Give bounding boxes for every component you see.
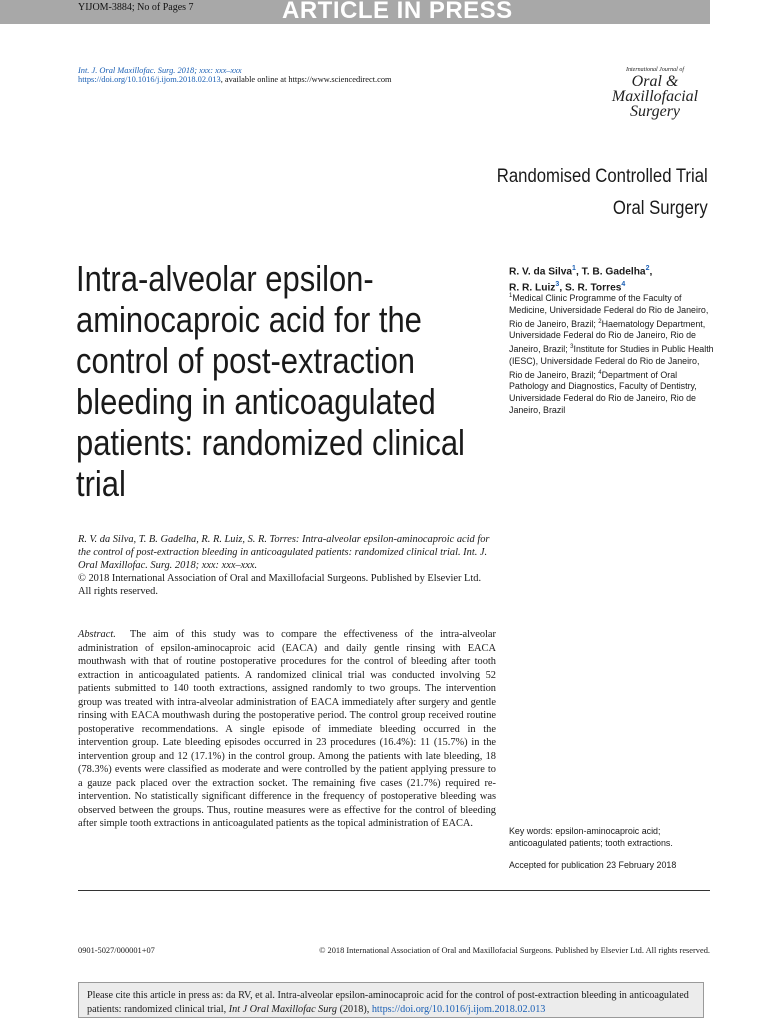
title-line: control of post-extraction bbox=[76, 340, 416, 381]
affiliation: Department of Oral Pathology and Diagnostics, Faculty of Dentistry, Universidade Federal do Rio de Janeiro, Rio de Janeiro, Brazil bbox=[509, 369, 697, 416]
citation-copyright: © 2018 International Association of Oral and Maxillofacial Surgeons. Published by Elsevier Ltd. All rights reserved. bbox=[78, 573, 482, 597]
cite-box-doi-link[interactable]: https://doi.org/10.1016/j.ijom.2018.02.013 bbox=[371, 1003, 546, 1015]
title-line: Intra-alveolar epsilon- bbox=[76, 258, 374, 299]
accepted-date: Accepted for publication 23 February 2018 bbox=[509, 860, 677, 870]
title-line: aminocaproic acid for the bbox=[76, 299, 422, 340]
journal-citation: Int. J. Oral Maxillofac. Surg. 2018; xxx: xxx–xxx bbox=[78, 66, 242, 75]
article-type: Randomised Controlled Trial bbox=[497, 166, 708, 187]
doi-line bbox=[78, 75, 392, 85]
journal-logo bbox=[600, 66, 710, 119]
affiliation-marker: 3 bbox=[570, 344, 574, 351]
keywords: Key words: epsilon-aminocaproic acid; anticoagulated patients; tooth extractions. bbox=[509, 826, 673, 848]
citation-block bbox=[78, 533, 496, 598]
affiliation-marker: 4 bbox=[598, 369, 602, 376]
footer-copyright: © 2018 International Association of Oral and Maxillofacial Surgeons. Published by Elsevier Ltd. All rights reserved. bbox=[319, 946, 710, 955]
article-code: 0901-5027/000001+07 bbox=[78, 946, 155, 955]
abstract-text: The aim of this study was to compare the effectiveness of the intra-alveolar administration of epsilon-aminocaproic acid (EACA) and daily gentle rinsing with EACA mouthwash with that of routine postoperative procedures for the control of bleeding after tooth extraction in anticoagulated patients. A randomized clinical trial was conducted involving 52 patients submitted to 140 tooth extractions, assigned randomly to two groups. The intervention group was treated with intra-alveolar administration of EACA immediately after surgery and gentle rinsing with EACA mouthwash during the postoperative period. The control group received routine postoperative recommendations. A single episode of immediate bleeding occurred in the intervention group. Late bleeding episodes occurred in 23 procedures (16.4%): 11 (15.7%) in the intervention group and 12 (17.1%) in the control group. Among the patients with late bleeding, 18 (78.3%) events were classified as moderate and were controlled by the patient applying pressure to a gauze pack placed over the extraction socket. The remaining five cases (21.7%) required re-intervention. No statistically significant difference in the frequency of postoperative bleeding was observed between the groups. Thus, routine measures were as effective for the control of bleeding after simple tooth extractions in anticoagulated patients as the topical administration of EACA. bbox=[78, 629, 496, 829]
footer-divider bbox=[78, 890, 710, 891]
article-subject: Oral Surgery bbox=[613, 198, 708, 219]
doi-suffix: , available online at https://www.sciencedirect.com bbox=[220, 75, 392, 84]
cite-box-year: (2018), bbox=[337, 1003, 372, 1015]
affiliation: Medical Clinic Programme of the Faculty of Medicine, Universidade Federal do Rio de Janeiro, Rio de Janeiro, Brazil; bbox=[509, 292, 709, 329]
logo-line-3: Maxillofacial bbox=[611, 88, 699, 105]
affiliation-marker: 1 bbox=[509, 293, 513, 299]
affiliation-marker: 2 bbox=[598, 318, 602, 325]
author-affil-ref[interactable]: 1 bbox=[572, 265, 576, 272]
author-name: S. R. Torres bbox=[564, 282, 622, 294]
article-in-press-banner: ARTICLE IN PRESS bbox=[282, 0, 513, 24]
doi-link[interactable]: https://doi.org/10.1016/j.ijom.2018.02.013 bbox=[78, 75, 221, 84]
author-affil-ref[interactable]: 3 bbox=[555, 281, 560, 289]
abstract bbox=[78, 628, 496, 831]
author-list: R. V. da Silva$^1$, T. B. Gadelha$^2$, R. R. Luiz$^3$, S. R. Torres$^4$ bbox=[509, 265, 653, 294]
logo-line-2: Oral & bbox=[631, 73, 679, 90]
author-name: R. R. Luiz bbox=[509, 282, 556, 294]
author-name: R. V. da Silva bbox=[509, 266, 573, 278]
please-cite-box bbox=[78, 982, 704, 1018]
cite-box-journal: Int J Oral Maxillofac Surg bbox=[228, 1003, 338, 1015]
affiliations bbox=[509, 291, 715, 417]
affiliation: Haematology Department, Universidade Federal do Rio de Janeiro, Rio de Janeiro, Brazil; bbox=[509, 318, 706, 355]
author-affil-ref[interactable]: 2 bbox=[645, 265, 650, 272]
author-name: T. B. Gadelha bbox=[581, 266, 646, 278]
article-title bbox=[76, 258, 472, 504]
abstract-label: Abstract. bbox=[78, 629, 116, 640]
title-line: bleeding in anticoagulated bbox=[76, 381, 436, 422]
suggested-citation: R. V. da Silva, T. B. Gadelha, R. R. Luiz, S. R. Torres: Intra-alveolar epsilon-aminocaproic acid for the control of post-extraction bleeding in anticoagulated patients: randomized clinical trial. Int. J. Oral Maxillofac. Surg. 2018; xxx: xxx–xxx. bbox=[78, 534, 490, 571]
manuscript-id: YIJOM-3884; No of Pages 7 bbox=[78, 2, 194, 13]
title-line: trial bbox=[76, 463, 126, 504]
title-line: patients: randomized clinical bbox=[76, 422, 465, 463]
affiliation: Institute for Studies in Public Health (IESC), Universidade Federal do Rio de Janeiro, Rio de Janeiro, Brazil; bbox=[509, 344, 714, 380]
author-affil-ref[interactable]: 4 bbox=[621, 281, 626, 289]
logo-line-1: International Journal of bbox=[626, 67, 684, 73]
logo-line-4: Surgery bbox=[629, 103, 681, 120]
cite-box-text: Please cite this article in press as: da RV, et al. Intra-alveolar epsilon-aminocaproic acid for the control of post-extraction bleeding in anticoagulated patients: randomized clinical trial, bbox=[87, 990, 689, 1015]
